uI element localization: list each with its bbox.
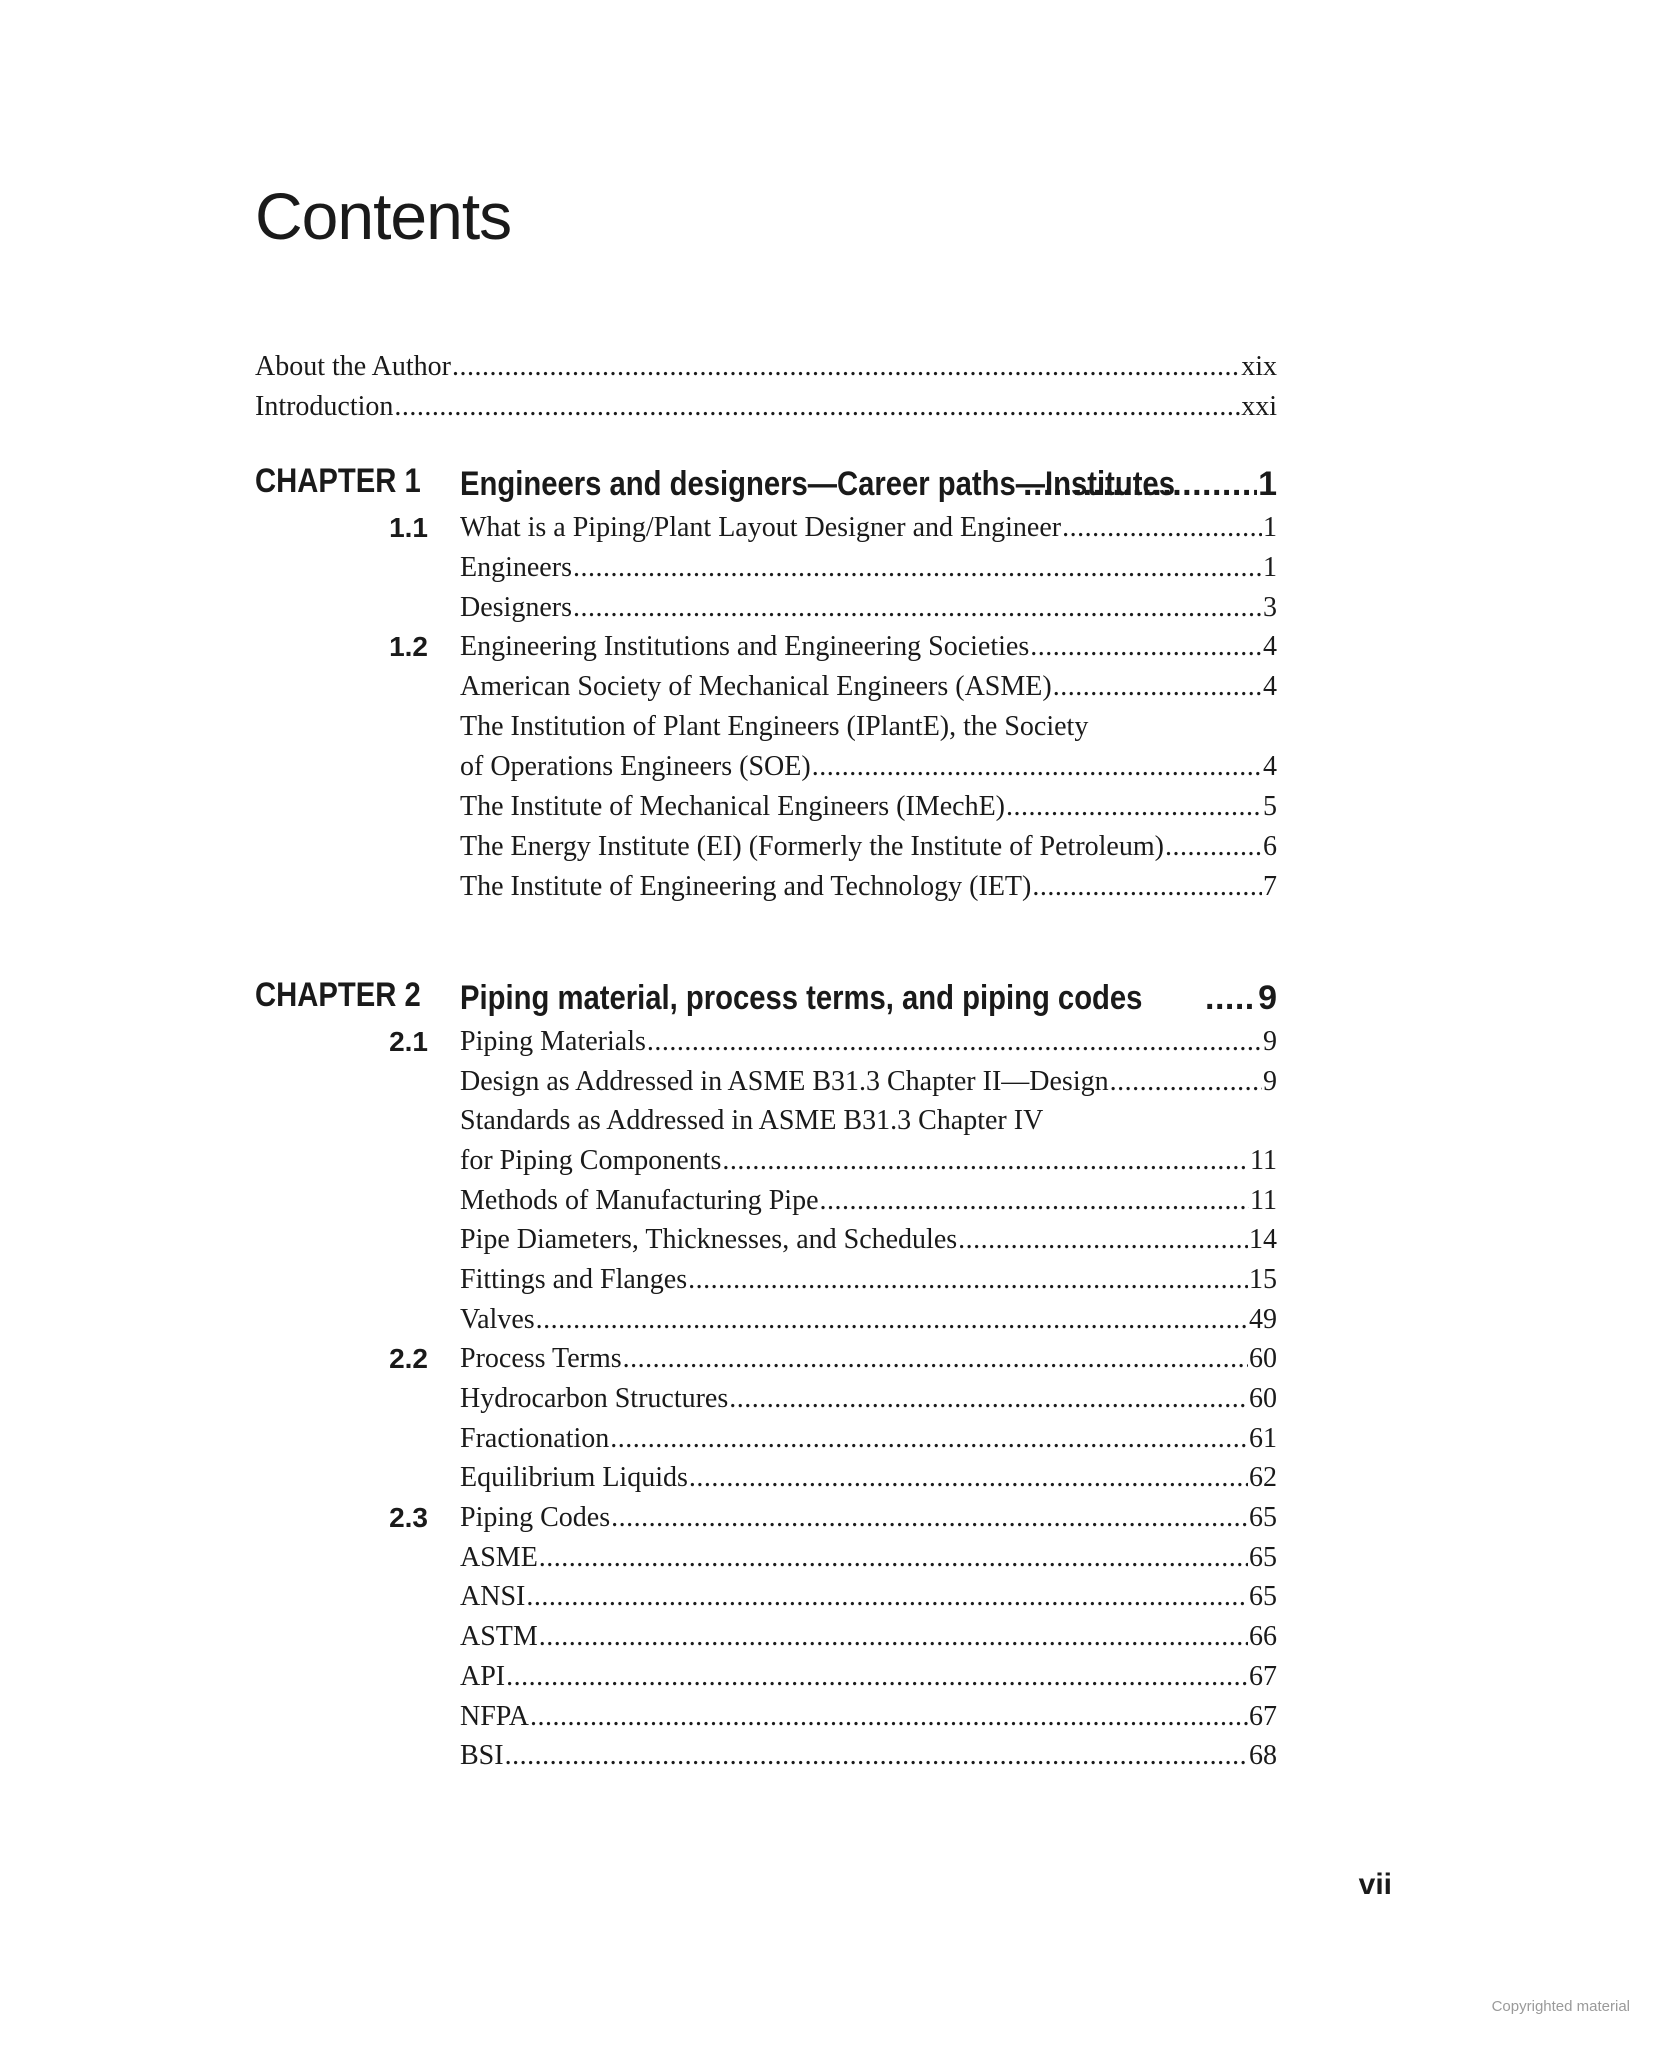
leader-dots [505,1736,1248,1776]
toc-entry-page: 49 [1249,1304,1277,1335]
leader-dots [1205,974,1257,1022]
toc-entry[interactable] [460,827,1277,867]
section-number: 1.1 [389,512,428,543]
toc-entry-text: Engineering Institutions and Engineering Societies [460,631,1030,662]
toc-entry-text: Methods of Manufacturing Pipe [460,1185,819,1216]
toc-entry[interactable] [460,1419,1277,1459]
toc-entry-page: 1 [1263,512,1277,543]
toc-entry-page: xxi [1241,391,1277,422]
toc-entry-page: 6 [1263,831,1277,862]
toc-entry-text: Design as Addressed in ASME B31.3 Chapter II—Design [460,1066,1109,1097]
toc-entry-page: 60 [1249,1343,1277,1374]
toc-entry-text: The Energy Institute (EI) (Formerly the Institute of Petroleum) [460,831,1164,862]
toc-entry[interactable] [460,1220,1277,1260]
toc-entry-text: ANSI [460,1581,526,1612]
leader-dots [573,588,1262,628]
toc-entry-page: 65 [1249,1502,1277,1533]
chapter-label: CHAPTER 1 [255,462,421,500]
toc-entry-page: 60 [1249,1383,1277,1414]
toc-entry-text: for Piping Components [460,1145,722,1176]
toc-entry-text: The Institute of Mechanical Engineers (IMechE) [460,791,1006,822]
leader-dots [1006,787,1262,827]
toc-entry-text: Introduction [255,391,394,422]
toc-entry-page: 11 [1250,1185,1277,1216]
leader-dots [539,1538,1248,1578]
leader-dots [1110,1062,1262,1102]
leader-dots [539,1617,1248,1657]
chapter-label: CHAPTER 2 [255,976,421,1014]
toc-entry-page: 9 [1263,1066,1277,1097]
toc-entry[interactable] [460,1379,1277,1419]
leader-dots [1030,627,1262,667]
leader-dots [820,1181,1250,1221]
toc-entry-page: 9 [1263,1026,1277,1057]
toc-entry-text: The Institute of Engineering and Technology (IET) [460,871,1032,902]
toc-entry[interactable] [460,508,1277,548]
toc-entry[interactable] [460,1736,1277,1776]
leader-dots [958,1220,1248,1260]
toc-entry-page: 66 [1249,1621,1277,1652]
toc-entry-text: What is a Piping/Plant Layout Designer and Engineer [460,512,1062,543]
toc-entry-page: 14 [1249,1224,1277,1255]
section-number: 2.3 [389,1502,428,1533]
toc-entry[interactable] [255,387,1277,427]
toc-entry-page: 68 [1249,1740,1277,1771]
toc-entry-text: Pipe Diameters, Thicknesses, and Schedules [460,1224,958,1255]
toc-entry-text: Fittings and Flanges [460,1264,688,1295]
toc-entry[interactable] [460,1062,1277,1102]
toc-entry-text: American Society of Mechanical Engineers (ASME) [460,671,1052,702]
toc-entry-page: 61 [1249,1423,1277,1454]
leader-dots [610,1419,1248,1459]
leader-dots [536,1300,1248,1340]
toc-entry-page: 62 [1249,1462,1277,1493]
toc-entry-text: API [460,1661,506,1692]
toc-entry-page: 4 [1263,671,1277,702]
toc-entry[interactable] [460,1141,1277,1181]
toc-entry[interactable] [460,588,1277,628]
toc-entry[interactable] [460,667,1277,707]
page-number: vii [1358,1868,1392,1901]
toc-entry[interactable] [460,1617,1277,1657]
leader-dots [573,548,1262,588]
toc-entry-text: ASTM [460,1621,538,1652]
leader-dots [611,1498,1248,1538]
leader-dots [729,1379,1248,1419]
toc-entry-text: About the Author [255,351,451,382]
toc-entry[interactable] [460,1538,1277,1578]
toc-entry-text: Hydrocarbon Structures [460,1383,729,1414]
page-title: Contents [255,179,512,253]
toc-entry[interactable] [460,1260,1277,1300]
leader-dots [812,747,1262,787]
toc-entry[interactable] [460,1300,1277,1340]
chapter-title-entry[interactable] [460,974,1277,1022]
chapter-title: Piping material, process terms, and piping codes [460,979,1143,1017]
toc-entry-text: of Operations Engineers (SOE) [460,751,811,782]
toc-entry-text: Valves [460,1304,535,1335]
chapter-page: 1 [1258,465,1277,503]
toc-entry-page: 65 [1249,1542,1277,1573]
toc-entry-text: Equilibrium Liquids [460,1462,688,1493]
toc-entry-text: Designers [460,592,572,623]
toc-entry-text: Piping Codes [460,1502,611,1533]
toc-entry-page: 4 [1263,751,1277,782]
leader-dots [647,1022,1262,1062]
toc-entry-page: 11 [1250,1145,1277,1176]
toc-entry[interactable] [460,1339,1277,1379]
toc-entry-page: 5 [1263,791,1277,822]
leader-dots [689,1458,1248,1498]
toc-entry-line1[interactable]: The Institution of Plant Engineers (IPlantE), the Society [460,711,1089,742]
chapter-title: Engineers and designers—Career paths—Institutes [460,465,1175,503]
toc-entry-text: NFPA [460,1701,530,1732]
leader-dots [1062,508,1262,548]
toc-entry-page: 1 [1263,552,1277,583]
toc-entry-text: ASME [460,1542,538,1573]
toc-entry-line1[interactable]: Standards as Addressed in ASME B31.3 Chapter IV [460,1105,1044,1136]
toc-entry-text: Process Terms [460,1343,622,1374]
leader-dots [1053,667,1262,707]
leader-dots [1032,867,1262,907]
toc-entry[interactable] [460,1498,1277,1538]
toc-entry-page: 67 [1249,1661,1277,1692]
leader-dots [506,1657,1248,1697]
toc-entry-page: 4 [1263,631,1277,662]
toc-entry-page: 7 [1263,871,1277,902]
leader-dots [530,1697,1248,1737]
leader-dots [623,1339,1248,1379]
toc-entry-page: 65 [1249,1581,1277,1612]
toc-entry[interactable] [460,1022,1277,1062]
chapter-page: 9 [1258,979,1277,1017]
toc-entry-text: Piping Materials [460,1026,646,1057]
leader-dots [526,1577,1248,1617]
leader-dots [452,347,1240,387]
leader-dots [394,387,1240,427]
toc-entry-page: 15 [1249,1264,1277,1295]
toc-entry-page: 3 [1263,592,1277,623]
section-number: 2.2 [389,1343,428,1374]
toc-entry[interactable] [460,1458,1277,1498]
toc-entry-text: Engineers [460,552,572,583]
toc-entry[interactable] [460,627,1277,667]
toc-entry-text: BSI [460,1740,504,1771]
leader-dots [688,1260,1248,1300]
toc-entry[interactable] [460,1697,1277,1737]
toc-entry[interactable] [460,1657,1277,1697]
toc-entry[interactable] [460,787,1277,827]
toc-entry[interactable] [460,1181,1277,1221]
toc-entry-page: 67 [1249,1701,1277,1732]
toc-entry[interactable] [460,548,1277,588]
toc-entry[interactable] [460,747,1277,787]
section-number: 1.2 [389,631,428,662]
toc-entry-text: Fractionation [460,1423,610,1454]
toc-entry[interactable] [255,347,1277,387]
toc-entry[interactable] [460,867,1277,907]
leader-dots [1165,827,1262,867]
leader-dots [722,1141,1249,1181]
chapter-title-entry[interactable] [460,460,1277,508]
toc-entry-page: xix [1241,351,1277,382]
copyright-notice: Copyrighted material [1491,1998,1630,2015]
section-number: 2.1 [389,1026,428,1057]
toc-entry[interactable] [460,1577,1277,1617]
